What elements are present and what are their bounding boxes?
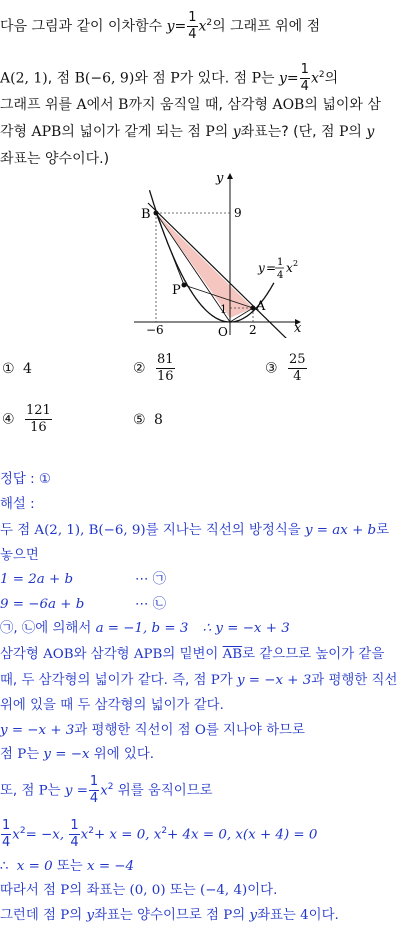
answer-label: 정답 : ① — [0, 472, 51, 487]
curve-label-pow: 2 — [293, 259, 299, 268]
solution-line-6: 삼각형 AOB와 삼각형 APB의 밑변이 $\overline{AB}$로 같으므로 높이가 같을 — [0, 647, 385, 662]
label-y-axis: y — [216, 171, 224, 186]
fraction: $\frac{1}{4}$ — [188, 10, 197, 42]
tick-9: 9 — [234, 206, 242, 220]
choice-5[interactable]: ⑤ 8 — [133, 412, 163, 428]
problem-line-2: A(2, 1), 점 B(−6, 9)와 점 P가 있다. 점 P는 y= $\frac{1}{4}$ $x^2$의 — [0, 62, 339, 94]
choice-3[interactable]: ③ $\frac{25}{4}$ — [265, 352, 306, 384]
curve-label-x: x — [286, 261, 293, 275]
solution-line-1: 두 점 A(2, 1), B(−6, 9)를 지나는 직선의 방정식을 y = ax + b로 — [0, 523, 390, 538]
parabola-graph — [120, 170, 310, 338]
solution-line-13: ∴ x = 0 또는 x = −4 — [0, 859, 135, 874]
curve-label-y: y — [258, 261, 265, 275]
problem-line-5: 좌표는 양수이다.) — [0, 151, 110, 167]
curve-label-den: 4 — [277, 270, 284, 281]
solution-line-12: $\frac{1}{4}$ $x^2= -x$, $\frac{1}{4}$ $x^2+ x = 0$, $x^2+ 4x = 0$, x(x + 4) = 0 — [2, 818, 318, 850]
equation-1: 1 = 2a + b — [0, 572, 74, 587]
equation-2: 9 = −6a + b — [0, 597, 85, 612]
label-p: P — [172, 283, 181, 298]
point-p — [182, 283, 187, 288]
solution-line-7: 때, 두 삼각형의 넓이가 같다. 즉, 점 P가 y = −x + 3과 평행한 직선 — [0, 673, 398, 688]
equation-1-mark: ⋯ ㉠ — [135, 572, 167, 587]
solution-line-2: 놓으면 — [0, 548, 39, 563]
problem-line-3: 그래프 위를 A에서 B까지 움직일 때, 삼각형 AOB의 넓이와 삼 — [0, 97, 381, 113]
curve-label-num: 1 — [277, 257, 284, 268]
problem-line-4: 각형 APB의 넓이가 같게 되는 점 P의 y좌표는? (단, 점 P의 y — [0, 124, 375, 140]
fraction: $\frac{1}{4}$ — [2, 818, 11, 850]
solution-line-5: ㉠, ㉡에 의해서 a = −1, b = 3 ∴ y = −x + 3 — [0, 621, 290, 636]
label-origin: O — [218, 325, 228, 338]
fraction: $\frac{25}{4}$ — [289, 352, 306, 384]
segment-ob — [156, 213, 230, 322]
triangle-apb-fill — [156, 213, 253, 318]
curve-label-eq: = — [266, 261, 277, 275]
label-x-axis: x — [294, 321, 302, 336]
choice-1[interactable]: ① 4 — [2, 361, 32, 377]
point-a — [251, 306, 256, 311]
solution-line-9: y = −x + 3과 평행한 직선이 점 O를 지나야 하므로 — [0, 723, 305, 738]
choice-2[interactable]: ② $\frac{81}{16}$ — [133, 352, 174, 384]
fraction: $\frac{1}{4}$ — [300, 62, 309, 94]
solution-line-11: 또, 점 P는 y = $\frac{1}{4}$ $x^2$ 위를 움직이므로 — [0, 774, 213, 806]
fraction: $\frac{81}{16}$ — [157, 352, 174, 384]
solution-line-15: 그런데 점 P의 y좌표는 양수이므로 점 P의 y좌표는 4이다. — [0, 908, 339, 923]
point-b — [154, 211, 159, 216]
fraction: $\frac{1}{4}$ — [70, 818, 79, 850]
label-b: B — [141, 207, 151, 222]
label-a: A — [256, 299, 266, 314]
problem-line-1: 다음 그림과 같이 이차함수 y= $\frac{1}{4}$ $x^2$의 그래프 위에 점 — [0, 10, 321, 42]
tick-2: 2 — [249, 323, 257, 337]
tick-minus-6: −6 — [146, 323, 164, 337]
solution-line-14: 따라서 점 P의 좌표는 (0, 0) 또는 (−4, 4)이다. — [0, 883, 278, 898]
tick-1: 1 — [220, 303, 227, 316]
explanation-label: 해설 : — [0, 497, 35, 512]
equation-2-mark: ⋯ ㉡ — [135, 597, 167, 612]
solution-line-8: 위에 있을 때 두 삼각형의 넓이가 같다. — [0, 698, 224, 713]
fraction: $\frac{1}{4}$ — [89, 774, 99, 806]
fraction: $\frac{121}{16}$ — [26, 403, 51, 435]
solution-line-10: 점 P는 y = −x 위에 있다. — [0, 747, 155, 762]
choice-4[interactable]: ④ $\frac{121}{16}$ — [2, 403, 51, 435]
curve-label — [257, 257, 298, 281]
